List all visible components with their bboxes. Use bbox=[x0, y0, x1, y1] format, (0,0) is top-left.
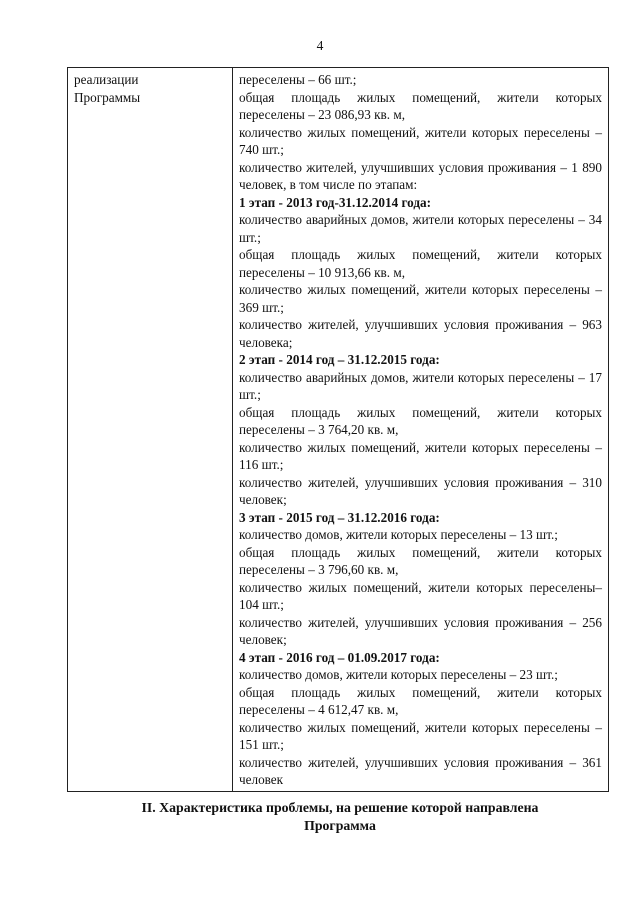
section-title-line-2: Программа bbox=[304, 818, 376, 833]
row-value-cell bbox=[233, 68, 609, 792]
indicator-paragraph: количество домов, жители которых переселены – 13 шт.; bbox=[239, 527, 558, 542]
stage-heading: 2 этап - 2014 год – 31.12.2015 года: bbox=[239, 352, 440, 367]
indicator-paragraph: общая площадь жилых помещений, жители которых переселены – 10 913,66 кв. м, bbox=[239, 247, 602, 280]
indicator-paragraph: количество жителей, улучшивших условия проживания – 963 человека; bbox=[239, 317, 602, 350]
indicator-paragraph: количество жилых помещений, жители которых переселены– 104 шт.; bbox=[239, 579, 602, 612]
page-number: 4 bbox=[316, 38, 324, 53]
section-title-line-1: II. Характеристика проблемы, на решение которой направлена bbox=[141, 800, 539, 815]
indicator-paragraph: общая площадь жилых помещений, жители которых переселены – 3 796,60 кв. м, bbox=[239, 544, 602, 577]
indicator-paragraph: количество жилых помещений, жители которых переселены – 151 шт.; bbox=[239, 719, 602, 752]
row-label-cell bbox=[68, 68, 233, 792]
indicator-paragraph: количество жителей, улучшивших условия проживания – 1 890 человек, в том числе по этапам: bbox=[239, 159, 602, 192]
indicator-paragraph: количество жилых помещений, жители которых переселены – 740 шт.; bbox=[239, 124, 602, 157]
indicator-paragraph: общая площадь жилых помещений, жители которых переселены – 4 612,47 кв. м, bbox=[239, 684, 602, 717]
indicator-paragraph: общая площадь жилых помещений, жители которых переселены – 23 086,93 кв. м, bbox=[239, 89, 602, 122]
indicator-paragraph: количество аварийных домов, жители которых переселены – 34 шт.; bbox=[239, 212, 602, 245]
table-row bbox=[68, 68, 609, 792]
section-title bbox=[70, 799, 610, 835]
indicator-paragraph: количество жилых помещений, жители которых переселены –116 шт.; bbox=[239, 439, 602, 472]
indicator-paragraph: количество домов, жители которых переселены – 23 шт.; bbox=[239, 667, 558, 682]
indicator-paragraph: количество аварийных домов, жители которых переселены – 17 шт.; bbox=[239, 369, 602, 402]
indicator-paragraph: количество жителей, улучшивших условия проживания – 361 человек bbox=[239, 754, 602, 787]
indicator-paragraph: переселены – 66 шт.; bbox=[239, 72, 357, 87]
program-passport-table bbox=[67, 67, 609, 792]
indicator-paragraph: количество жилых помещений, жители которых переселены – 369 шт.; bbox=[239, 282, 602, 315]
row-label-line: реализации bbox=[74, 72, 139, 87]
stage-heading: 1 этап - 2013 год-31.12.2014 года: bbox=[239, 194, 432, 210]
indicator-paragraph: общая площадь жилых помещений, жители которых переселены – 3 764,20 кв. м, bbox=[239, 404, 602, 437]
stage-heading: 3 этап - 2015 год – 31.12.2016 года: bbox=[239, 509, 440, 525]
indicator-paragraph: количество жителей, улучшивших условия проживания – 310 человек; bbox=[239, 474, 602, 507]
indicator-paragraph: количество жителей, улучшивших условия проживания – 256 человек; bbox=[239, 614, 602, 647]
stage-heading: 4 этап - 2016 год – 01.09.2017 года: bbox=[239, 649, 440, 665]
row-label-line: Программы bbox=[74, 89, 141, 105]
